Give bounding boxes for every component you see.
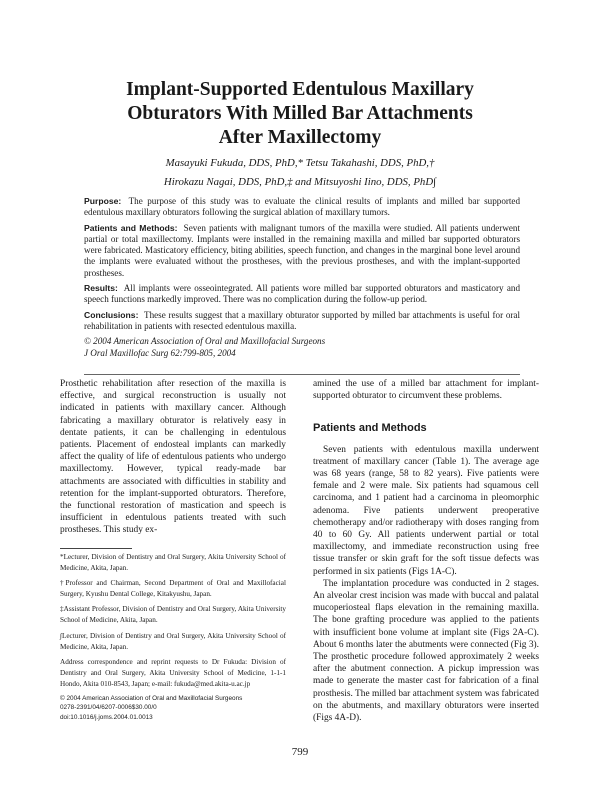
footnote-author-3: ‡Assistant Professor, Division of Dentistry and Oral Surgery, Akita University School of Medicine, Akita, Japan. — [60, 605, 286, 625]
article-title — [60, 78, 540, 150]
conclusions-text: These results suggest that a maxillary obturator supported by milled bar attachments is useful for oral rehabilitation in patients with resected edentulous maxilla. — [84, 309, 520, 331]
footnote-author-2: †Professor and Chairman, Second Department of Oral and Maxillofacial Surgery, Kyushu Dental College, Kitakyushu, Japan. — [60, 579, 286, 599]
intro-paragraph: Prosthetic rehabilitation after resection of the maxilla is effective, and surgical reconstruction is usually not indicated in patients with maxillary cancer. Although fabricating a maxillary obturator is relatively easy in dentate patients, it can be challenging in edentulous patients. Placement of endosteal implants can markedly affect the quality of life of edentulous patients who undergo maxillectomy. However, typical ready-made bar attachments are associated with difficulties in stability and retention for the implant-supported obturators. Therefore, the functional restoration of mastication and speech is insufficient in edentulous patients treated with such prostheses. This study ex- — [60, 379, 286, 536]
abstract-conclusions — [84, 310, 520, 333]
footnote-author-4: ∫Lecturer, Division of Dentistry and Oral Surgery, Akita University School of Medicine, Akita, Japan. — [60, 631, 286, 651]
footnote-author-1: *Lecturer, Division of Dentistry and Oral Surgery, Akita University School of Medicine, Akita, Japan. — [60, 553, 286, 573]
author-list — [60, 154, 540, 192]
page-number: 799 — [291, 746, 309, 758]
purpose-label: Purpose: — [84, 196, 122, 206]
journal-citation: J Oral Maxillofac Surg 62:799-805, 2004 — [84, 347, 236, 358]
author-line-2: Hirokazu Nagai, DDS, PhD,‡ and Mitsuyoshi Iino, DDS, PhD∫ — [163, 176, 437, 188]
title-line-1: Implant-Supported Edentulous Maxillary — [126, 79, 474, 100]
footnote-issn: 0278-2391/04/6207-0006$30.00/0 — [60, 704, 157, 712]
abstract-divider — [84, 374, 520, 375]
footnote-copyright: © 2004 American Association of Oral and Maxillofacial Surgeons — [60, 695, 243, 703]
author-line-1: Masayuki Fukuda, DDS, PhD,* Tetsu Takahashi, DDS, PhD,† — [165, 157, 435, 169]
intro-continuation: amined the use of a milled bar attachment for implant-supported obturator to circumvent these problems. — [313, 379, 539, 402]
footnotes — [60, 552, 286, 722]
title-line-2: Obturators With Milled Bar Attachments — [127, 103, 473, 124]
title-line-3: After Maxillectomy — [218, 127, 382, 148]
left-column — [60, 378, 286, 537]
section-heading: Patients and Methods — [313, 422, 427, 435]
purpose-text: The purpose of this study was to evaluate the clinical results of implants and milled bar supported edentulous maxillary obturators following the surgical ablation of maxillary tumors. — [84, 196, 521, 218]
right-column — [313, 378, 539, 724]
methods-label: Patients and Methods: — [84, 222, 178, 233]
results-label: Results: — [84, 283, 118, 294]
abstract-purpose — [84, 196, 520, 219]
methods-text: Seven patients with malignant tumors of the maxilla were studied. All patients underwent partial or total maxillectomy. Implants were installed in the remaining maxilla and milled bar supported obturators were fabricated. Masticatory efficiency, biting abilities, speech function, and changes in the marginal bone level around the implants were evaluated without the prostheses, with the previous prostheses, and with the implant-supported prostheses. — [84, 222, 520, 278]
methods-paragraph-2: The implantation procedure was conducted in 2 stages. An alveolar crest incision was made with buccal and palatal mucoperiosteal flaps elevation in the remaining maxilla. The bone grafting procedure was applied to the patients with insufficient bone volume at implant site (Figs 2A-C). About 6 months later the abutments were connected (Fig 3). The prosthetic procedure followed approximately 2 weeks after the abutment connection. A pickup impression was made to generate the master cast for fabrication of a final prosthesis. The milled bar attachment system was fabricated on the abutments, and maxillary obturators were inserted (Figs 4A-D). — [313, 578, 539, 724]
conclusions-label: Conclusions: — [84, 309, 139, 320]
abstract — [84, 196, 520, 359]
methods-paragraph-1: Seven patients with edentulous maxilla underwent treatment of maxillary cancer (Table 1). The average age was 68 years (range, 58 to 82 years). Five patients were female and 2 were male. Six patients had squamous cell carcinoma, and 1 patient had a carcinoma in pleomorphic adenoma. Five patients underwent preoperative chemotherapy and/or radiotherapy with doses ranging from 40 to 60 Gy. All patients underwent partial or total maxillectomy, and immediate reconstruction using free tissue transfer or skin graft for the soft tissue defects was performed in six patients (Figs 1A-C). — [313, 444, 539, 577]
footnote-address: Address correspondence and reprint requests to Dr Fukuda: Division of Dentistry and Oral Surgery, Akita University School of Medicine, 1-1-1 Hondo, Akita 010-8543, Japan; e-mail: fukuda@med.akita-u.ac.jp — [60, 657, 286, 688]
results-text: All implants were osseointegrated. All patients wore milled bar supported obturators and masticatory and speech functions markedly improved. There was no complication during the follow-up period. — [84, 283, 520, 305]
abstract-results — [84, 283, 520, 306]
abstract-copyright: © 2004 American Association of Oral and Maxillofacial Surgeons — [84, 336, 326, 347]
abstract-methods — [84, 223, 520, 279]
footnote-divider — [60, 548, 132, 549]
footnote-doi: doi:10.1016/j.joms.2004.01.0013 — [60, 713, 153, 721]
